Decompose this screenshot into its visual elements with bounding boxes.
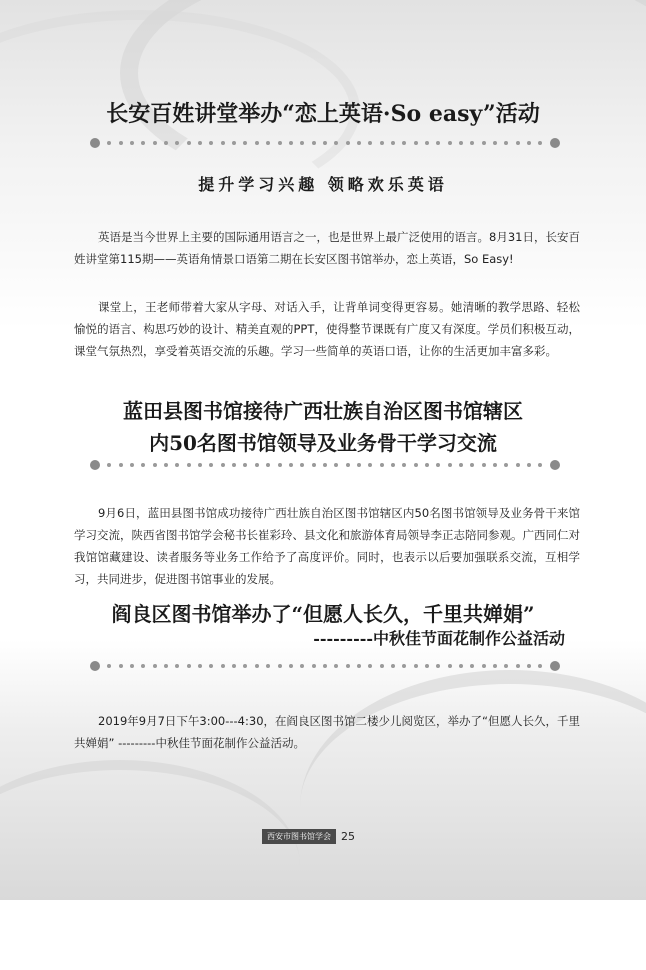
article1-paragraph: 课堂上，王老师带着大家从字母、对话入手，让背单词变得更容易。她清晰的教学思路、轻松愉悦的语言、构思巧妙的设计、精美直观的PPT，使得整节课既有广度又有深度。学员们积极互动，课堂气氛热烈，享受着英语交流的乐趣。学习一些简单的英语口语，让你的生活更加丰富多彩。 (74, 299, 580, 358)
page-number: 25 (341, 829, 355, 843)
dot-divider (90, 460, 560, 470)
dot-divider (90, 661, 560, 671)
dot-divider (90, 138, 560, 148)
article2-paragraph: 9月6日，蓝田县图书馆成功接待广西壮族自治区图书馆辖区内50名图书馆领导及业务骨干来馆学习交流，陕西省图书馆学会秘书长崔彩玲、县文化和旅游体育局领导李正志陪同参观。广西同仁对我馆馆藏建设、读者服务等业务工作给予了高度评价。同时，也表示以后要加强联系交流，互相学习，共同进步，促进图书馆事业的发展。 (74, 505, 580, 586)
article3-subtitle: ---------中秋佳节面花制作公益活动 (313, 629, 565, 648)
article1-subtitle: 提升学习兴趣 领略欢乐英语 (198, 175, 448, 194)
article1-title: 长安百姓讲堂举办“恋上英语·So easy”活动 (106, 101, 540, 127)
article3-paragraph: 2019年9月7日下午3:00---4:30，在阎良区图书馆二楼少儿阅览区，举办了“但愿人长久，千里共婵娟” ---------中秋佳节面花制作公益活动。 (74, 713, 580, 750)
footer-label: 西安市图书馆学会 (262, 829, 336, 844)
article2-title-line2: 内50名图书馆领导及业务骨干学习交流 (149, 431, 497, 455)
article2-title-line1: 蓝田县图书馆接待广西壮族自治区图书馆辖区 (123, 399, 523, 423)
article3-title: 阎良区图书馆举办了“但愿人长久，千里共婵娟” (111, 602, 535, 626)
page-footer (262, 828, 355, 844)
article1-paragraph: 英语是当今世界上主要的国际通用语言之一，也是世界上最广泛使用的语言。8月31日，长安百姓讲堂第115期——英语角情景口语第二期在长安区图书馆举办，恋上英语，So Easy! (74, 229, 580, 266)
